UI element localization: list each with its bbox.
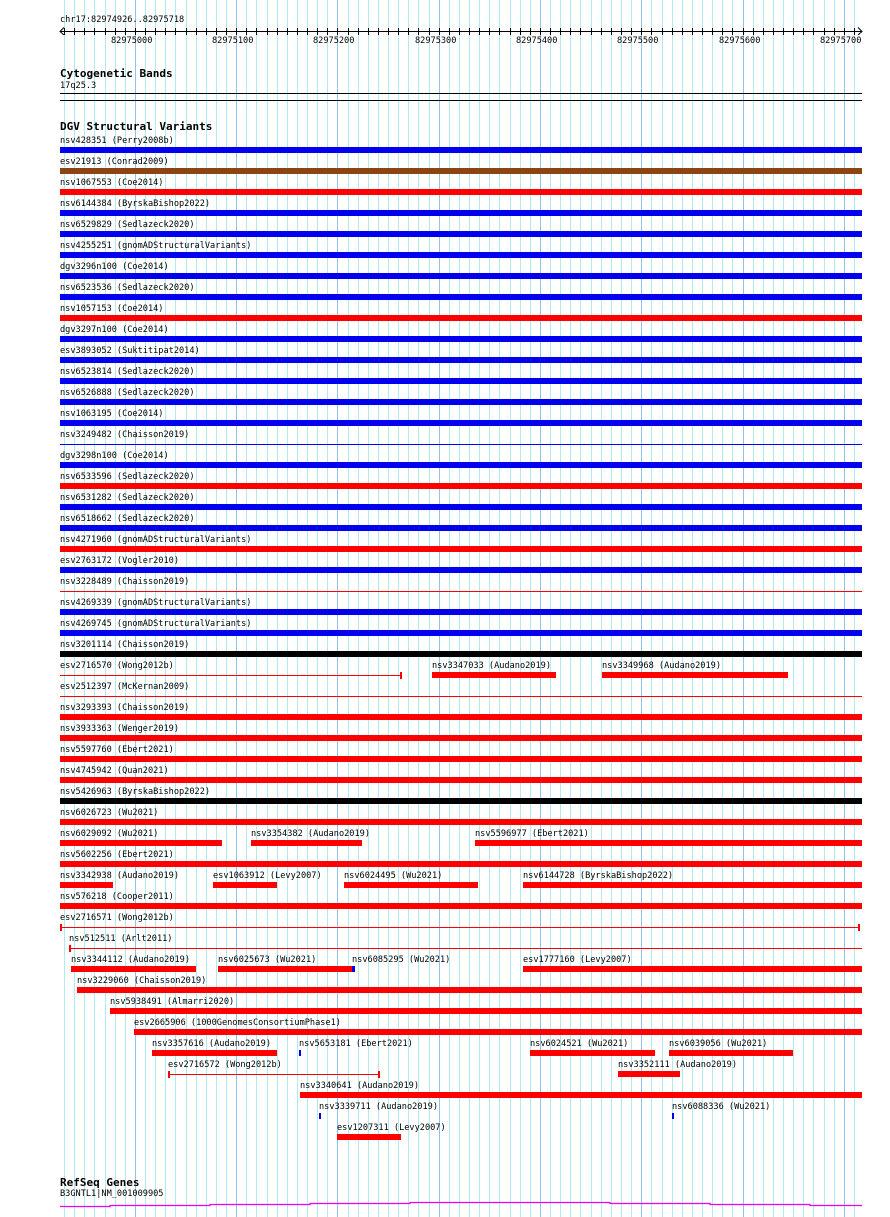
feature-label[interactable]: nsv5596977 (Ebert2021): [475, 829, 589, 839]
ruler-tick: [94, 28, 95, 35]
gene-model[interactable]: [0, 1201, 890, 1209]
variant-bar[interactable]: [60, 294, 862, 300]
ruler-tick: [834, 28, 835, 35]
ruler-tick: [105, 28, 106, 35]
variant-bar[interactable]: [110, 1008, 862, 1014]
ruler-tick: [662, 28, 663, 35]
feature-label[interactable]: nsv6026723 (Wu2021): [60, 808, 159, 818]
feature-label[interactable]: nsv3349968 (Audano2019): [602, 661, 721, 671]
variant-end-cap: [400, 672, 402, 679]
ruler-arrows-icon: [0, 27, 890, 35]
ruler-tick: [510, 28, 511, 35]
variant-bar[interactable]: [213, 882, 277, 888]
variant-end-cap: [378, 1071, 380, 1078]
ruler-tick: [246, 28, 247, 35]
ruler-tick: [712, 28, 713, 35]
variant-bar[interactable]: [618, 1071, 680, 1077]
gene-label[interactable]: B3GNTL1|NM_001009905: [60, 1189, 164, 1199]
ruler-tick: [337, 28, 338, 35]
feature-label[interactable]: nsv4745942 (Quan2021): [60, 766, 169, 776]
ruler-tick: [439, 28, 440, 35]
variant-bar[interactable]: [60, 273, 862, 279]
ruler-tick: [348, 28, 349, 35]
ruler-tick: [591, 28, 592, 35]
ruler-tick: [388, 28, 389, 35]
ruler-tick: [135, 28, 136, 35]
feature-label[interactable]: dgv3298n100 (Coe2014): [60, 451, 169, 461]
gene-line: [60, 1203, 862, 1207]
variant-line[interactable]: [60, 591, 862, 592]
ruler-tick-label: 82975300: [415, 36, 457, 46]
ruler-tick-label: 82975200: [313, 36, 355, 46]
feature-label[interactable]: esv1777160 (Levy2007): [523, 955, 632, 965]
variant-bar[interactable]: [60, 840, 222, 846]
variant-bar[interactable]: [134, 1029, 862, 1035]
variant-bar[interactable]: [337, 1134, 401, 1140]
variant-bar[interactable]: [251, 840, 362, 846]
variant-bar[interactable]: [60, 504, 862, 510]
feature-label[interactable]: nsv1057153 (Coe2014): [60, 304, 164, 314]
ruler-tick: [540, 28, 541, 35]
variant-bar[interactable]: [218, 966, 352, 972]
feature-label[interactable]: nsv512511 (Arlt2011): [69, 934, 173, 944]
variant-line[interactable]: [60, 675, 402, 676]
ruler-tick: [631, 28, 632, 35]
ruler-tick: [196, 28, 197, 35]
feature-label[interactable]: nsv6025673 (Wu2021): [218, 955, 317, 965]
feature-label[interactable]: nsv3249482 (Chaisson2019): [60, 430, 190, 440]
variant-bar[interactable]: [77, 987, 862, 993]
variant-start-cap: [60, 924, 62, 931]
ruler-tick-label: 82975100: [212, 36, 254, 46]
feature-label[interactable]: nsv576218 (Cooper2011): [60, 892, 174, 902]
ruler-tick: [216, 28, 217, 35]
variant-bar[interactable]: [672, 1113, 674, 1119]
ruler-tick-label: 82975700: [820, 36, 862, 46]
ruler-tick: [449, 28, 450, 35]
ruler-tick: [520, 28, 521, 35]
variant-bar[interactable]: [60, 399, 862, 405]
ruler-tick: [84, 28, 85, 35]
ruler-tick: [783, 28, 784, 35]
variant-line[interactable]: [69, 948, 862, 949]
feature-label[interactable]: nsv4255251 (gnomADStructuralVariants): [60, 241, 252, 251]
variant-line[interactable]: [168, 1074, 380, 1075]
ruler-tick: [611, 28, 612, 35]
feature-label[interactable]: nsv4269745 (gnomADStructuralVariants): [60, 619, 252, 629]
ruler-tick: [570, 28, 571, 35]
ruler-tick: [601, 28, 602, 35]
variant-bar[interactable]: [60, 231, 862, 237]
ruler-tick: [175, 28, 176, 35]
ruler-tick: [803, 28, 804, 35]
feature-label[interactable]: nsv6526888 (Sedlazeck2020): [60, 388, 195, 398]
ruler-tick: [550, 28, 551, 35]
cytoband-band-top[interactable]: [60, 93, 862, 94]
feature-label[interactable]: dgv3297n100 (Coe2014): [60, 325, 169, 335]
variant-line[interactable]: [60, 444, 862, 445]
ruler-tick: [813, 28, 814, 35]
ruler-tick: [74, 28, 75, 35]
feature-label[interactable]: esv1207311 (Levy2007): [337, 1123, 446, 1133]
variant-bar[interactable]: [60, 651, 862, 657]
feature-label[interactable]: nsv6085295 (Wu2021): [352, 955, 451, 965]
ruler-tick: [267, 28, 268, 35]
variant-bar[interactable]: [60, 462, 862, 468]
variant-bar[interactable]: [352, 966, 355, 972]
variant-bar[interactable]: [60, 546, 862, 552]
feature-label[interactable]: nsv5653181 (Ebert2021): [299, 1039, 413, 1049]
feature-label[interactable]: esv2716571 (Wong2012b): [60, 913, 174, 923]
ruler-tick: [358, 28, 359, 35]
ruler-tick: [793, 28, 794, 35]
ruler-tick: [429, 28, 430, 35]
variant-bar[interactable]: [60, 861, 862, 867]
ruler-tick-label: 82975500: [617, 36, 659, 46]
feature-label[interactable]: nsv5426963 (ByrskaBishop2022): [60, 787, 211, 797]
ruler-tick: [753, 28, 754, 35]
feature-label[interactable]: nsv3293393 (Chaisson2019): [60, 703, 190, 713]
variant-bar[interactable]: [523, 882, 862, 888]
feature-label[interactable]: nsv3342938 (Audano2019): [60, 871, 179, 881]
feature-label[interactable]: nsv6518662 (Sedlazeck2020): [60, 514, 195, 524]
ruler-tick: [489, 28, 490, 35]
variant-bar[interactable]: [60, 168, 862, 174]
ruler-tick: [327, 28, 328, 35]
ruler-tick: [672, 28, 673, 35]
feature-label[interactable]: nsv3357616 (Audano2019): [152, 1039, 271, 1049]
variant-bar[interactable]: [60, 882, 113, 888]
ruler-tick: [824, 28, 825, 35]
feature-label[interactable]: nsv6144728 (ByrskaBishop2022): [523, 871, 674, 881]
variant-line[interactable]: [60, 696, 862, 697]
ruler-tick: [580, 28, 581, 35]
feature-label[interactable]: dgv3296n100 (Coe2014): [60, 262, 169, 272]
ruler-tick: [115, 28, 116, 35]
ruler-tick: [499, 28, 500, 35]
variant-bar[interactable]: [60, 336, 862, 342]
variant-bar[interactable]: [60, 525, 862, 531]
ruler-tick: [560, 28, 561, 35]
feature-label[interactable]: nsv6024521 (Wu2021): [530, 1039, 629, 1049]
ruler-tick: [732, 28, 733, 35]
feature-label[interactable]: nsv3347033 (Audano2019): [432, 661, 551, 671]
ruler-tick: [469, 28, 470, 35]
ruler-tick: [236, 28, 237, 35]
variant-bar[interactable]: [60, 147, 862, 153]
variant-bar[interactable]: [60, 420, 862, 426]
ruler-tick: [763, 28, 764, 35]
variant-bar[interactable]: [60, 903, 862, 909]
ruler-tick: [145, 28, 146, 35]
ruler-tick: [155, 28, 156, 35]
ruler-tick: [844, 28, 845, 35]
ruler-tick-label: 82975000: [111, 36, 153, 46]
variant-bar[interactable]: [299, 1050, 301, 1056]
variant-bar[interactable]: [60, 714, 862, 720]
variant-line[interactable]: [60, 927, 860, 928]
ruler-tick: [682, 28, 683, 35]
variant-bar[interactable]: [530, 1050, 655, 1056]
ruler-tick: [702, 28, 703, 35]
feature-label[interactable]: esv2763172 (Vogler2010): [60, 556, 179, 566]
ruler-tick: [368, 28, 369, 35]
refseq-track-title[interactable]: RefSeq Genes: [60, 1176, 140, 1189]
feature-label[interactable]: esv2665906 (1000GenomesConsortiumPhase1): [134, 1018, 341, 1028]
feature-label[interactable]: esv2716570 (Wong2012b): [60, 661, 174, 671]
feature-label[interactable]: nsv3933363 (Wenger2019): [60, 724, 179, 734]
variant-bar[interactable]: [60, 798, 862, 804]
variant-bar[interactable]: [60, 819, 862, 825]
ruler-tick: [64, 28, 65, 35]
feature-label[interactable]: nsv6039056 (Wu2021): [669, 1039, 768, 1049]
variant-bar[interactable]: [432, 672, 556, 678]
feature-label[interactable]: nsv6029092 (Wu2021): [60, 829, 159, 839]
feature-label[interactable]: nsv6024495 (Wu2021): [344, 871, 443, 881]
variant-bar[interactable]: [523, 966, 862, 972]
ruler-tick: [459, 28, 460, 35]
feature-label[interactable]: nsv1063195 (Coe2014): [60, 409, 164, 419]
ruler-tick: [722, 28, 723, 35]
ruler-tick-label: 82975400: [516, 36, 558, 46]
feature-label[interactable]: nsv3339711 (Audano2019): [319, 1102, 438, 1112]
feature-label[interactable]: nsv3229060 (Chaisson2019): [77, 976, 207, 986]
ruler-tick: [287, 28, 288, 35]
feature-label[interactable]: nsv5938491 (Almarri2020): [110, 997, 235, 1007]
ruler-tick: [186, 28, 187, 35]
feature-label[interactable]: nsv3201114 (Chaisson2019): [60, 640, 190, 650]
variant-bar[interactable]: [60, 567, 862, 573]
feature-label[interactable]: nsv3354382 (Audano2019): [251, 829, 370, 839]
variant-end-cap: [858, 924, 860, 931]
feature-label[interactable]: nsv6531282 (Sedlazeck2020): [60, 493, 195, 503]
feature-label[interactable]: nsv3344112 (Audano2019): [71, 955, 190, 965]
feature-label[interactable]: nsv6529829 (Sedlazeck2020): [60, 220, 195, 230]
ruler-tick: [479, 28, 480, 35]
feature-label[interactable]: esv21913 (Conrad2009): [60, 157, 169, 167]
feature-label[interactable]: nsv6144384 (ByrskaBishop2022): [60, 199, 211, 209]
cytoband-track-title[interactable]: Cytogenetic Bands: [60, 67, 173, 80]
variant-bar[interactable]: [60, 630, 862, 636]
feature-label[interactable]: esv2716572 (Wong2012b): [168, 1060, 282, 1070]
dgv-track-title[interactable]: DGV Structural Variants: [60, 120, 213, 133]
ruler-tick: [378, 28, 379, 35]
ruler-tick: [418, 28, 419, 35]
ruler-tick: [692, 28, 693, 35]
ruler-tick: [125, 28, 126, 35]
location-label: chr17:82974926..82975718: [60, 15, 185, 25]
feature-label[interactable]: nsv4269339 (gnomADStructuralVariants): [60, 598, 252, 608]
variant-bar[interactable]: [60, 483, 862, 489]
variant-bar[interactable]: [319, 1113, 321, 1119]
variant-bar[interactable]: [602, 672, 788, 678]
ruler-tick: [651, 28, 652, 35]
feature-label[interactable]: esv3893052 (Suktitipat2014): [60, 346, 200, 356]
ruler-tick: [297, 28, 298, 35]
feature-label[interactable]: nsv3340641 (Audano2019): [300, 1081, 419, 1091]
variant-bar[interactable]: [60, 735, 862, 741]
variant-bar[interactable]: [60, 210, 862, 216]
ruler-tick: [773, 28, 774, 35]
variant-bar[interactable]: [300, 1092, 862, 1098]
variant-start-cap: [69, 945, 71, 952]
feature-label[interactable]: nsv1067553 (Coe2014): [60, 178, 164, 188]
variant-bar[interactable]: [71, 966, 196, 972]
feature-label[interactable]: nsv6523536 (Sedlazeck2020): [60, 283, 195, 293]
ruler-tick: [621, 28, 622, 35]
ruler-tick: [307, 28, 308, 35]
cytoband-label: 17q25.3: [60, 81, 97, 91]
ruler-tick: [530, 28, 531, 35]
ruler-tick: [226, 28, 227, 35]
variant-bar[interactable]: [60, 609, 862, 615]
feature-label[interactable]: nsv5597760 (Ebert2021): [60, 745, 174, 755]
feature-label[interactable]: nsv5602256 (Ebert2021): [60, 850, 174, 860]
variant-bar[interactable]: [60, 315, 862, 321]
variant-bar[interactable]: [669, 1050, 793, 1056]
feature-label[interactable]: esv1063912 (Levy2007): [213, 871, 322, 881]
variant-bar[interactable]: [152, 1050, 277, 1056]
variant-bar[interactable]: [60, 252, 862, 258]
variant-bar[interactable]: [60, 756, 862, 762]
ruler-tick: [743, 28, 744, 35]
variant-bar[interactable]: [60, 777, 862, 783]
ruler-tick: [165, 28, 166, 35]
variant-bar[interactable]: [475, 840, 862, 846]
ruler-tick: [256, 28, 257, 35]
variant-bar[interactable]: [60, 189, 862, 195]
ruler-tick: [641, 28, 642, 35]
feature-label[interactable]: esv2512397 (McKernan2009): [60, 682, 190, 692]
feature-label[interactable]: nsv4271960 (gnomADStructuralVariants): [60, 535, 252, 545]
feature-label[interactable]: nsv3352111 (Audano2019): [618, 1060, 737, 1070]
variant-bar[interactable]: [344, 882, 478, 888]
feature-label[interactable]: nsv6523814 (Sedlazeck2020): [60, 367, 195, 377]
feature-label[interactable]: nsv6533596 (Sedlazeck2020): [60, 472, 195, 482]
ruler-tick-label: 82975600: [719, 36, 761, 46]
ruler-tick: [277, 28, 278, 35]
variant-start-cap: [168, 1071, 170, 1078]
ruler-tick: [398, 28, 399, 35]
ruler-tick: [854, 28, 855, 35]
ruler-tick: [408, 28, 409, 35]
variant-bar[interactable]: [60, 378, 862, 384]
variant-bar[interactable]: [60, 357, 862, 363]
feature-label[interactable]: nsv428351 (Perry2008b): [60, 136, 174, 146]
feature-label[interactable]: nsv3228489 (Chaisson2019): [60, 577, 190, 587]
feature-label[interactable]: nsv6088336 (Wu2021): [672, 1102, 771, 1112]
cytoband-band-bottom: [60, 100, 862, 101]
ruler-tick: [317, 28, 318, 35]
ruler-tick: [206, 28, 207, 35]
